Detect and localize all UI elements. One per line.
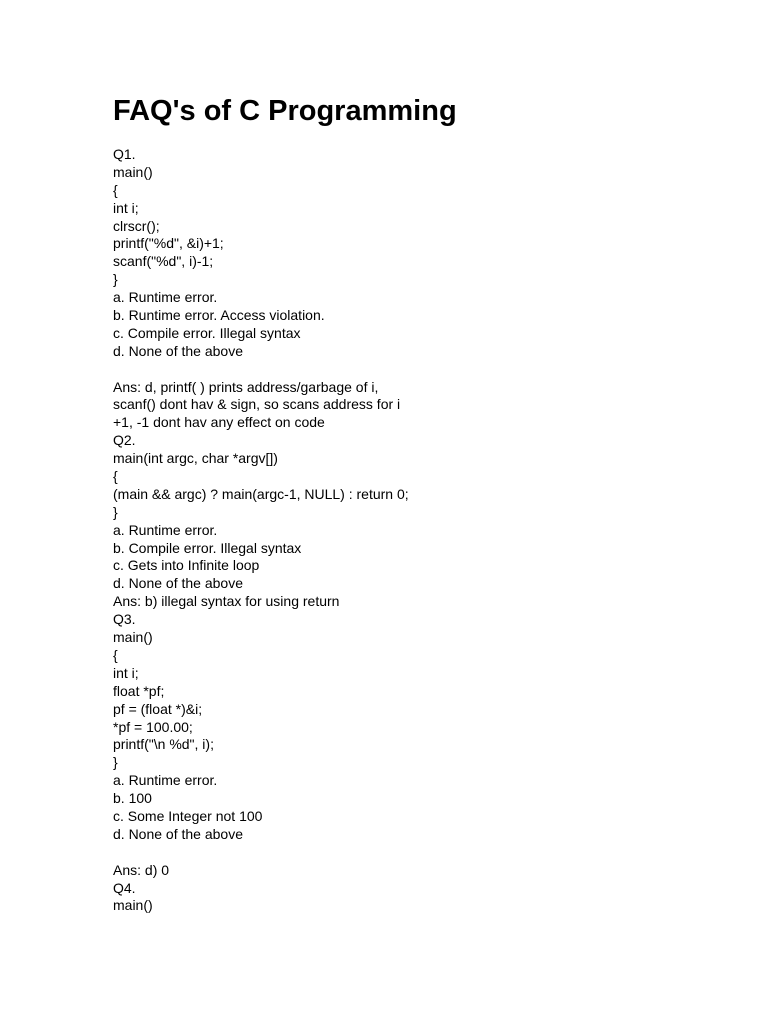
- code-line: pf = (float *)&i;: [113, 700, 203, 717]
- answer-option: a. Runtime error.: [113, 521, 218, 538]
- answer-option: d. None of the above: [113, 342, 243, 359]
- answer-option: d. None of the above: [113, 575, 243, 592]
- code-line: main(): [113, 163, 153, 180]
- answer-explanation: Ans: d) 0: [113, 861, 170, 878]
- answer-option: b. 100: [113, 790, 152, 807]
- code-line: +1, -1 dont hav any effect on code: [113, 414, 325, 431]
- answer-option: a. Runtime error.: [113, 289, 218, 306]
- question-number: Q2.: [113, 432, 136, 449]
- code-line: {: [113, 468, 118, 485]
- question-number: Q3.: [113, 611, 136, 628]
- answer-option: a. Runtime error.: [113, 772, 218, 789]
- code-line: printf("%d", &i)+1;: [113, 235, 224, 252]
- blank-line: [113, 844, 713, 862]
- answer-option: c. Compile error. Illegal syntax: [113, 324, 301, 341]
- code-line: (main && argc) ? main(argc-1, NULL) : return 0;: [113, 485, 409, 502]
- code-line: scanf("%d", i)-1;: [113, 253, 214, 270]
- code-line: main(): [113, 629, 153, 646]
- answer-explanation: Ans: b) illegal syntax for using return: [113, 593, 340, 610]
- code-line: float *pf;: [113, 682, 165, 699]
- code-line: {: [113, 646, 118, 663]
- code-line: main(): [113, 897, 153, 914]
- answer-explanation: Ans: d, printf( ) prints address/garbage of i,: [113, 378, 379, 395]
- question-number: Q4.: [113, 879, 136, 896]
- code-line: }: [113, 754, 118, 771]
- answer-option: c. Some Integer not 100: [113, 807, 263, 824]
- answer-option: b. Runtime error. Access violation.: [113, 307, 325, 324]
- code-line: int i;: [113, 664, 139, 681]
- blank-line: [113, 361, 713, 379]
- code-line: }: [113, 503, 118, 520]
- answer-option: d. None of the above: [113, 825, 243, 842]
- question-number: Q1.: [113, 146, 136, 162]
- code-line: clrscr();: [113, 217, 160, 234]
- code-line: int i;: [113, 199, 139, 216]
- answer-option: c. Gets into Infinite loop: [113, 557, 260, 574]
- answer-option: b. Compile error. Illegal syntax: [113, 539, 302, 556]
- document-body: [113, 146, 713, 915]
- code-line: }: [113, 271, 118, 288]
- code-line: printf("\n %d", i);: [113, 736, 214, 753]
- code-line: {: [113, 181, 118, 198]
- document-title: FAQ's of C Programming: [113, 95, 457, 127]
- code-line: main(int argc, char *argv[]): [113, 450, 278, 467]
- code-line: *pf = 100.00;: [113, 718, 193, 735]
- code-line: scanf() dont hav & sign, so scans address for i: [113, 396, 401, 413]
